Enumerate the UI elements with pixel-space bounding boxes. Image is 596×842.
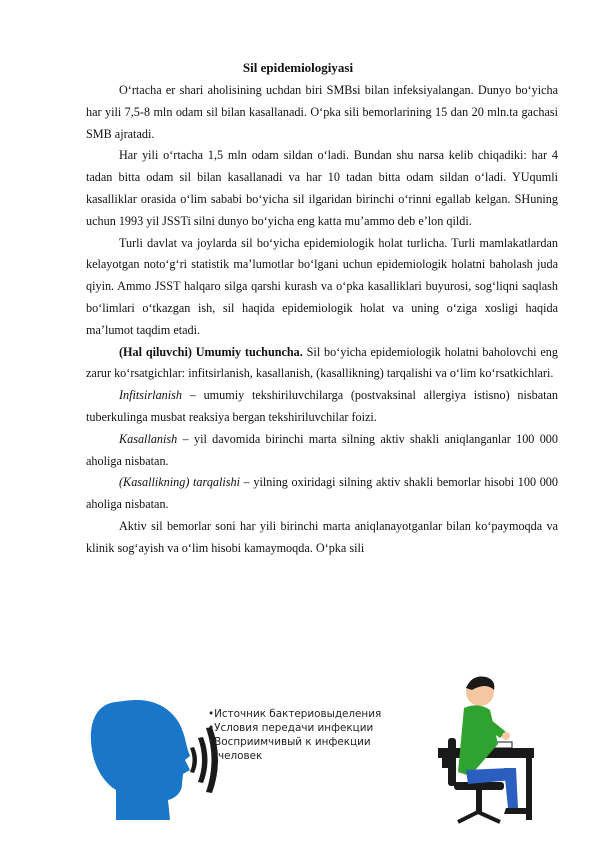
- paragraph-7: [86, 472, 558, 516]
- paragraph-7-text: – yilning oxiridagi silning aktiv shakli bemorlar hisobi 100 000 aholiga nisbatan.: [86, 475, 558, 512]
- head-profile-icon: [91, 700, 190, 820]
- seated-person-icon: [438, 676, 534, 822]
- page-title: Sil epidemiologiyasi: [242, 60, 354, 75]
- term-infection: Infitsirlanish: [119, 388, 182, 403]
- paragraph-3: Turli davlat va joylarda sil bo‘yicha epidemiologik holat turlicha. Turli mamlakatlardan kelayotgan noto‘g‘ri statistik ma’lumotlar bo‘lgani uchun epidemiologik holatni baholash juda qiyin. Ammo JSST halqaro silga qarshi kurash va o‘pka kasalliklari buyurosi, sog‘liqni saqlash bo‘limlari o‘tkazgan ish, sil haqida epidemiologik holat va uning o‘ziga xosligi haqida ma’lumot taqdim etadi.: [86, 235, 558, 337]
- paragraph-2: Har yili o‘rtacha 1,5 mln odam sildan o‘ladi. Bundan shu narsa kelib chiqadiki: har 4 tadan bitta odam sil bilan kasallanadi va har 10 tadan bitta odam sildan o‘ladi. YUqumli kasalliklar orasida o‘lim sababi bo‘yicha sil ilgaridan birinchi o‘rinni egallab kelgan. SHuning uchun 1993 yil JSSTi silni dunyo bo‘yicha eng katta mu’ammo deb e’lon qildi.: [86, 148, 558, 228]
- paragraph-6: [86, 429, 558, 473]
- figure-item-transmission: •Условия передачи инфекции: [208, 722, 374, 734]
- term-prevalence: (Kasallikning) tarqalishi: [119, 475, 240, 490]
- paragraph-4-text: Sil bo‘yicha epidemiologik holatni baholovchi eng zarur ko‘rsatgichlar: infitsirlanish, kasallanish, (kasallikning) tarqalishi va o‘lim ko‘rsatkichlari.: [86, 344, 558, 381]
- paragraph-1: O‘rtacha er shari aholisining uchdan biri SMBsi bilan infeksiyalangan. Dunyo bo‘yicha har yili 7,5-8 mln odam sil bilan kasallanadi. O‘pka sili bemorlarining 15 dan 20 mln.ta gachasi SMB ajratadi.: [86, 83, 558, 141]
- figure-caption-list: [208, 707, 408, 763]
- paragraph-4: [86, 342, 558, 386]
- figure-item-source: •Источник бактериовыделения: [208, 708, 382, 720]
- figure-item-host: •Восприимчивый к инфекции: [208, 736, 371, 748]
- paragraph-6-text: – yil davomida birinchi marta silning aktiv shakli aniqlanganlar 100 000 aholiga nisbatan.: [86, 431, 558, 468]
- figure-item-host-continued: человек: [218, 750, 263, 762]
- paragraph-5-text: – umumiy tekshiriluvchilarga (postvaksinal allergiya istisno) nisbatan tuberkulinga musbat reaksiya bergan tekshiriluvchilar foizi.: [86, 388, 558, 424]
- paragraph-5: [86, 385, 558, 429]
- paragraph-8: Aktiv sil bemorlar soni har yili birinchi marta aniqlanayotganlar bilan ko‘paymoqda va klinik sog‘ayish va o‘lim hisobi kamaymoqda. O‘pka sili: [86, 518, 558, 555]
- paragraph-4-heading: (Hal qiluvchi) Umumiy tuchuncha.: [119, 344, 303, 359]
- body-text: [86, 80, 558, 560]
- term-morbidity: Kasallanish: [119, 431, 178, 446]
